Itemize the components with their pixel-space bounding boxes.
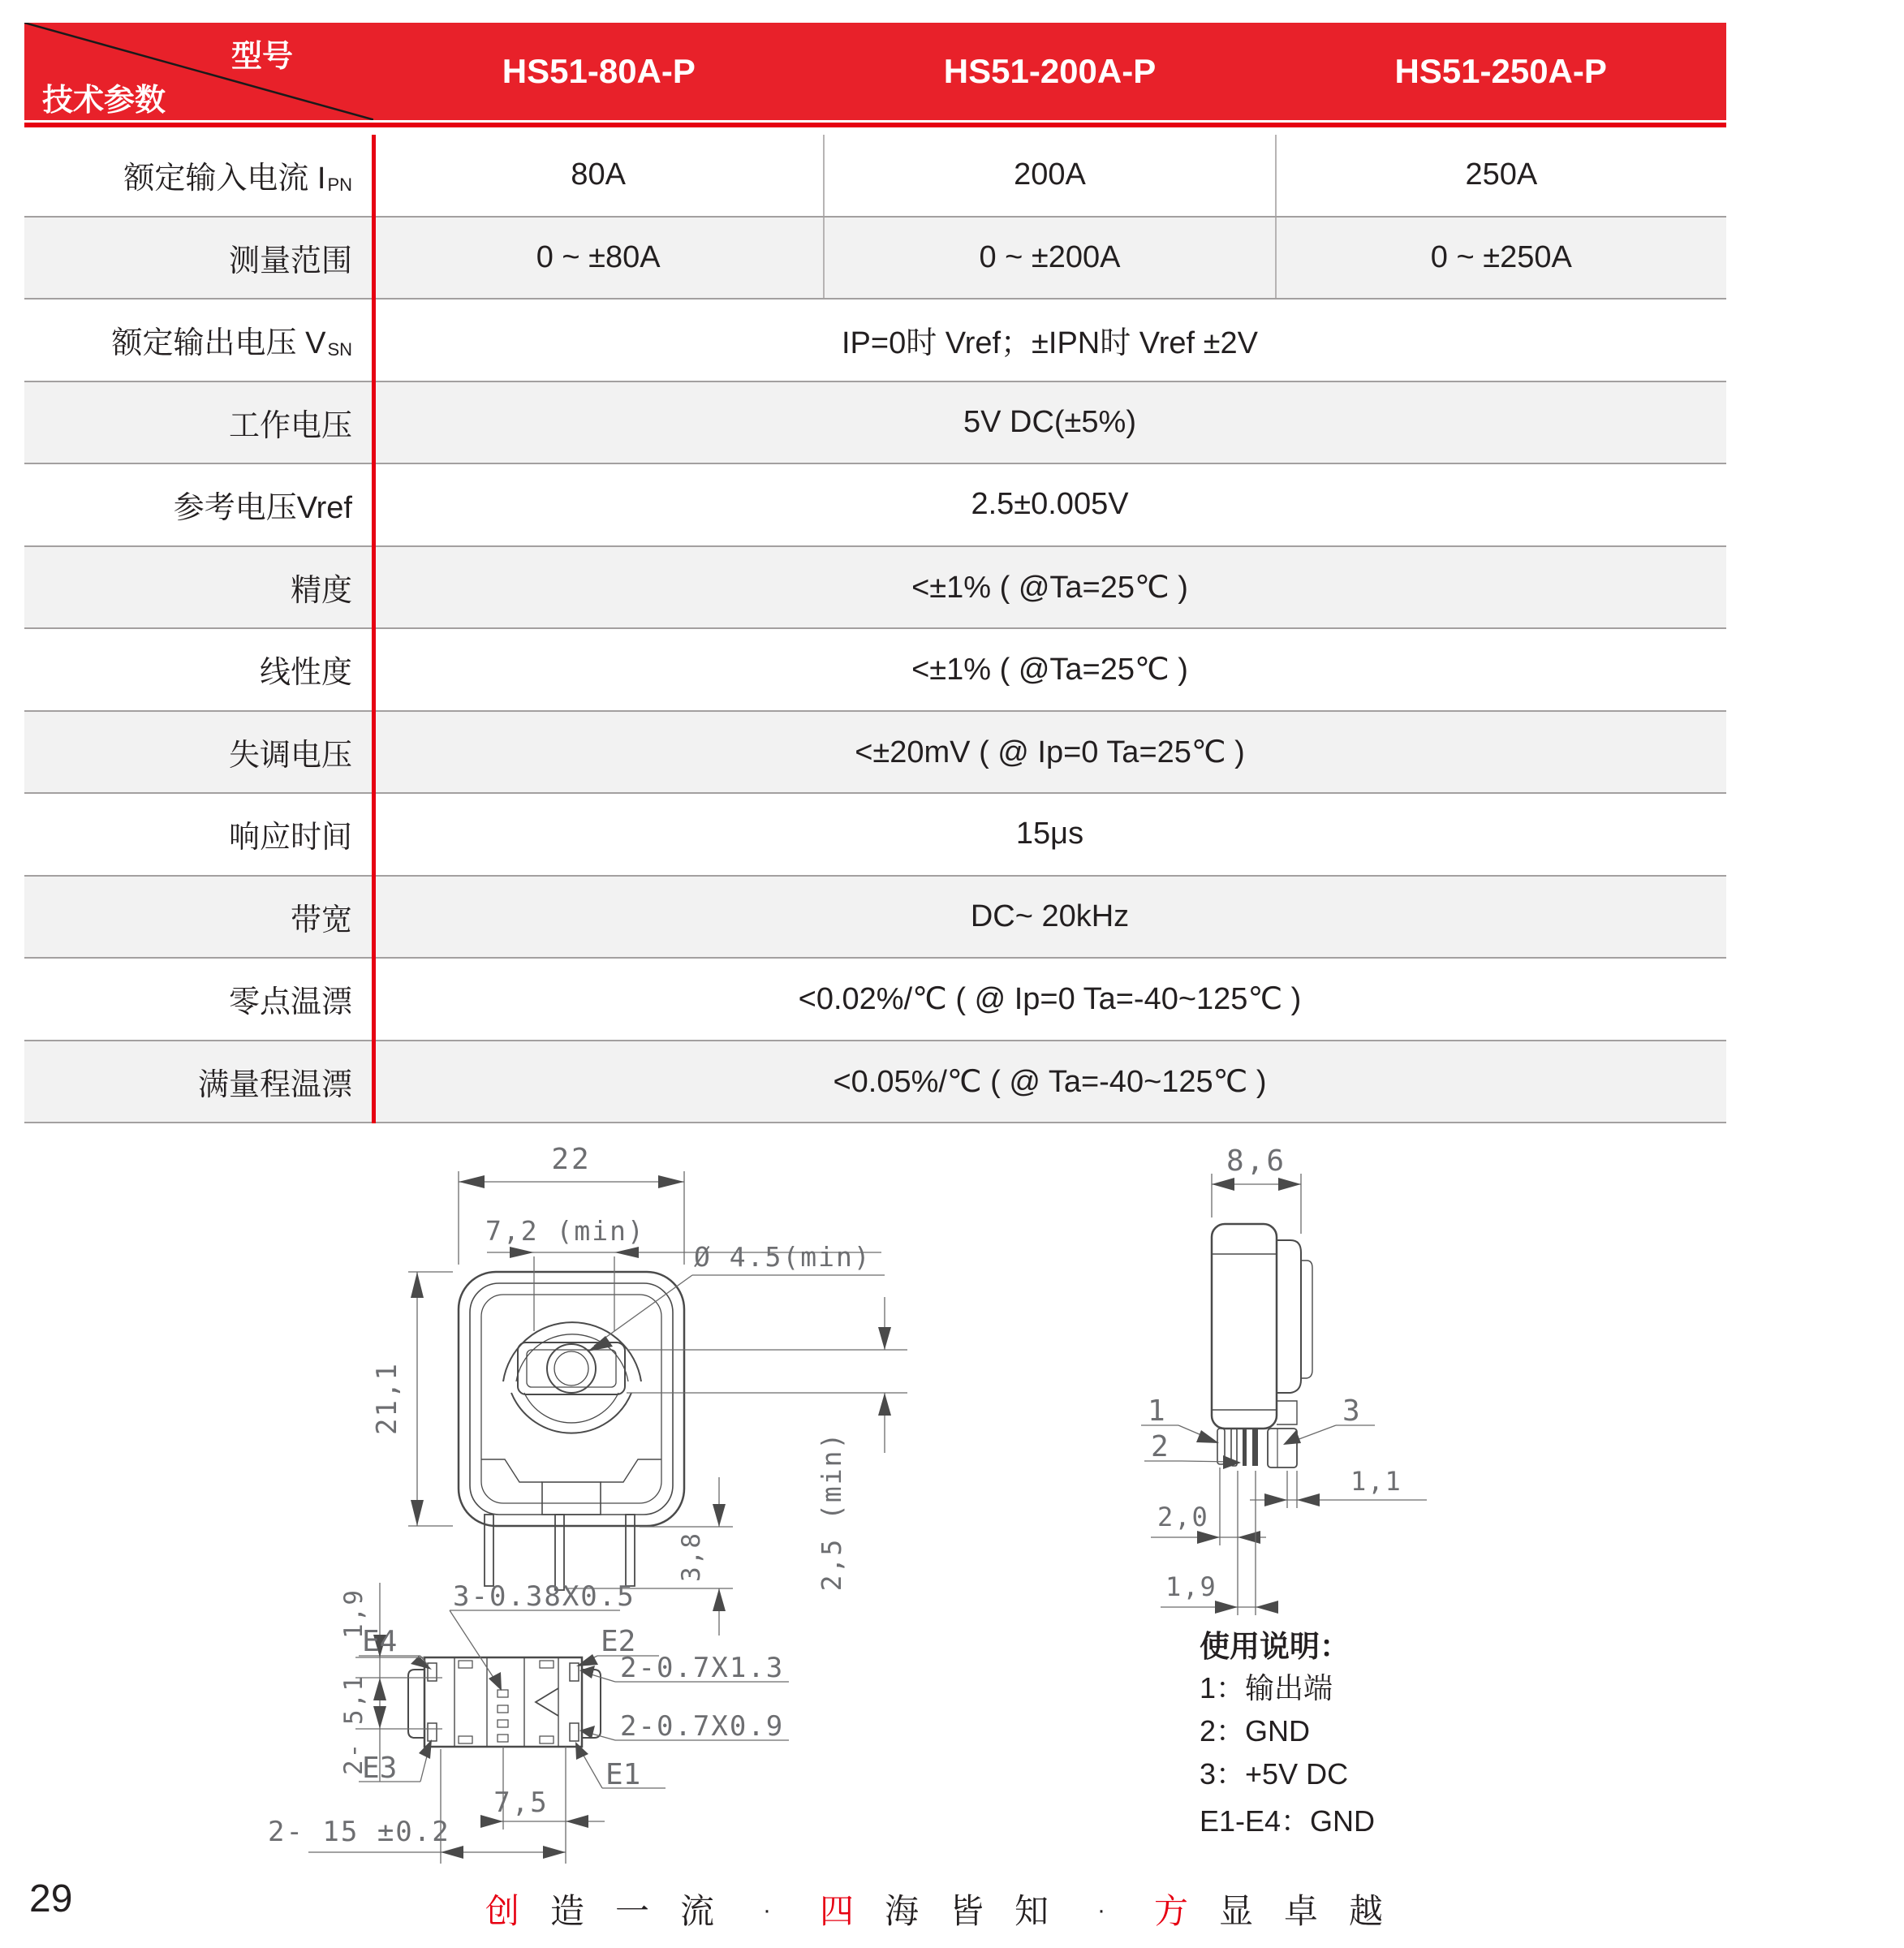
slogan-segment: 方 — [1154, 1892, 1220, 1930]
value-cell: 0 ~ ±200A — [823, 218, 1274, 299]
model-name: HS51-80A-P — [502, 52, 696, 90]
dim-bottom-19: 1,9 — [339, 1588, 368, 1639]
red-rule — [24, 123, 1726, 127]
red-divider-line — [372, 135, 376, 1123]
row-label: 满量程温漂 — [197, 1067, 352, 1102]
usage-note-pin1: 1：输出端 — [1200, 1671, 1333, 1704]
corner-label-parameters: 技术参数 — [42, 84, 166, 118]
dimension-drawings — [0, 1136, 1904, 1948]
table-row — [24, 794, 1726, 877]
row-label: 额定输入电流 I PN — [123, 162, 352, 196]
bottom-view — [408, 1657, 601, 1747]
model-name: HS51-250A-P — [1394, 52, 1607, 90]
pad-label-e3: E3 — [362, 1752, 398, 1785]
dim-bottom-slots: 3-0.38X0.5 — [453, 1580, 635, 1613]
pin-label-2: 2 — [1151, 1430, 1169, 1463]
usage-notes-title: 使用说明： — [1200, 1630, 1350, 1663]
row-label: 测量范围 — [228, 244, 352, 278]
value-cell-spanned: <±20mV ( @ Ip=0 Ta=25℃ ) — [855, 735, 1245, 769]
dim-bottom-0713: 2-0.7X1.3 — [620, 1652, 785, 1684]
dim-bottom-0709: 2-0.7X0.9 — [620, 1710, 785, 1743]
pin-label-3: 3 — [1342, 1394, 1360, 1428]
dim-front-window: 7,2 (min) — [485, 1215, 645, 1247]
dim-side-width: 8,6 — [1226, 1144, 1287, 1178]
pad-label-e2: E2 — [601, 1625, 636, 1658]
table-row — [24, 135, 1726, 218]
value-cell: 250A — [1275, 135, 1726, 216]
value-cell: 0 ~ ±250A — [1275, 218, 1726, 299]
pad-label-e1: E1 — [605, 1758, 641, 1791]
front-view — [459, 1272, 684, 1590]
table-row — [24, 218, 1726, 300]
row-values — [373, 218, 1726, 299]
value-cell-spanned: <±1% ( @Ta=25℃ ) — [911, 570, 1188, 605]
header-corner-cell — [24, 23, 373, 120]
pad-label-e4: E4 — [362, 1625, 398, 1658]
dim-front-height: 21,1 — [371, 1362, 403, 1435]
value-cell-spanned: 2.5±0.005V — [971, 487, 1129, 522]
table-row — [24, 1041, 1726, 1124]
table-row — [24, 629, 1726, 712]
table-row — [24, 959, 1726, 1041]
dim-front-hole: Ø 4.5(min) — [694, 1241, 872, 1273]
slogan-dot: · — [1097, 1897, 1137, 1924]
side-view — [1212, 1224, 1312, 1467]
table-row — [24, 712, 1726, 795]
value-cell-spanned: 5V DC(±5%) — [963, 404, 1136, 439]
row-label: 响应时间 — [228, 821, 352, 855]
dim-side-19: 1,9 — [1165, 1571, 1217, 1602]
row-label: 参考电压Vref — [173, 491, 352, 526]
table-header — [24, 23, 1726, 120]
row-label: 线性度 — [259, 656, 352, 691]
slogan-segment: 显卓越 — [1219, 1892, 1415, 1930]
corner-label-model: 型号 — [231, 40, 294, 74]
model-columns — [373, 23, 1726, 120]
dim-front-pin-length: 3,8 — [677, 1532, 706, 1582]
value-cell-spanned: DC~ 20kHz — [970, 899, 1130, 933]
slogan-segment: 四 — [819, 1892, 885, 1930]
dim-side-20: 2,0 — [1157, 1502, 1209, 1532]
pin-label-1: 1 — [1148, 1394, 1165, 1428]
slogan-segment: 创 — [485, 1892, 550, 1930]
table-row — [24, 464, 1726, 547]
row-values — [373, 135, 1726, 216]
row-label: 失调电压 — [228, 738, 352, 773]
table-body — [24, 135, 1726, 1123]
value-cell: 80A — [571, 157, 626, 192]
spec-table — [24, 23, 1726, 1123]
usage-note-e-pads: E1-E4：GND — [1200, 1804, 1376, 1838]
value-cell: 200A — [823, 135, 1274, 216]
row-label: 零点温漂 — [228, 985, 352, 1020]
slogan-dot: · — [762, 1897, 802, 1924]
dim-front-width: 22 — [551, 1143, 592, 1176]
table-row — [24, 877, 1726, 959]
footer-slogan — [276, 1885, 1623, 1933]
value-cell: 0 ~ ±80A — [536, 239, 661, 274]
dim-side-11: 1,1 — [1350, 1466, 1402, 1497]
value-cell-spanned: IP=0时 Vref；±IPN时 Vref ±2V — [841, 326, 1258, 361]
dim-bottom-51: 2- 5,1 — [339, 1674, 368, 1775]
dim-bottom-15: 2- 15 ±0.2 — [268, 1816, 450, 1848]
slogan-segment: 造一流 — [549, 1892, 745, 1930]
usage-note-pin3: 3：+5V DC — [1200, 1757, 1349, 1791]
table-row — [24, 300, 1726, 382]
value-cell-spanned: <0.05%/℃ ( @ Ta=-40~125℃ ) — [833, 1064, 1267, 1099]
row-label: 额定输出电压 V SN — [111, 326, 352, 361]
table-row — [24, 547, 1726, 630]
slogan-segment: 海皆知 — [885, 1892, 1080, 1930]
row-label: 工作电压 — [228, 408, 352, 443]
table-row — [24, 382, 1726, 465]
value-cell-spanned: <±1% ( @Ta=25℃ ) — [911, 653, 1188, 687]
dim-front-clearance: 2,5 (min) — [816, 1431, 847, 1592]
row-label: 精度 — [290, 573, 352, 608]
dim-bottom-75: 7,5 — [493, 1786, 549, 1819]
row-label: 带宽 — [290, 903, 352, 937]
model-name: HS51-200A-P — [943, 52, 1157, 90]
value-cell-spanned: <0.02%/℃ ( @ Ip=0 Ta=-40~125℃ ) — [798, 982, 1302, 1017]
usage-note-pin2: 2：GND — [1200, 1714, 1311, 1748]
page-number: 29 — [29, 1877, 73, 1920]
value-cell-spanned: 15μs — [1015, 817, 1084, 851]
